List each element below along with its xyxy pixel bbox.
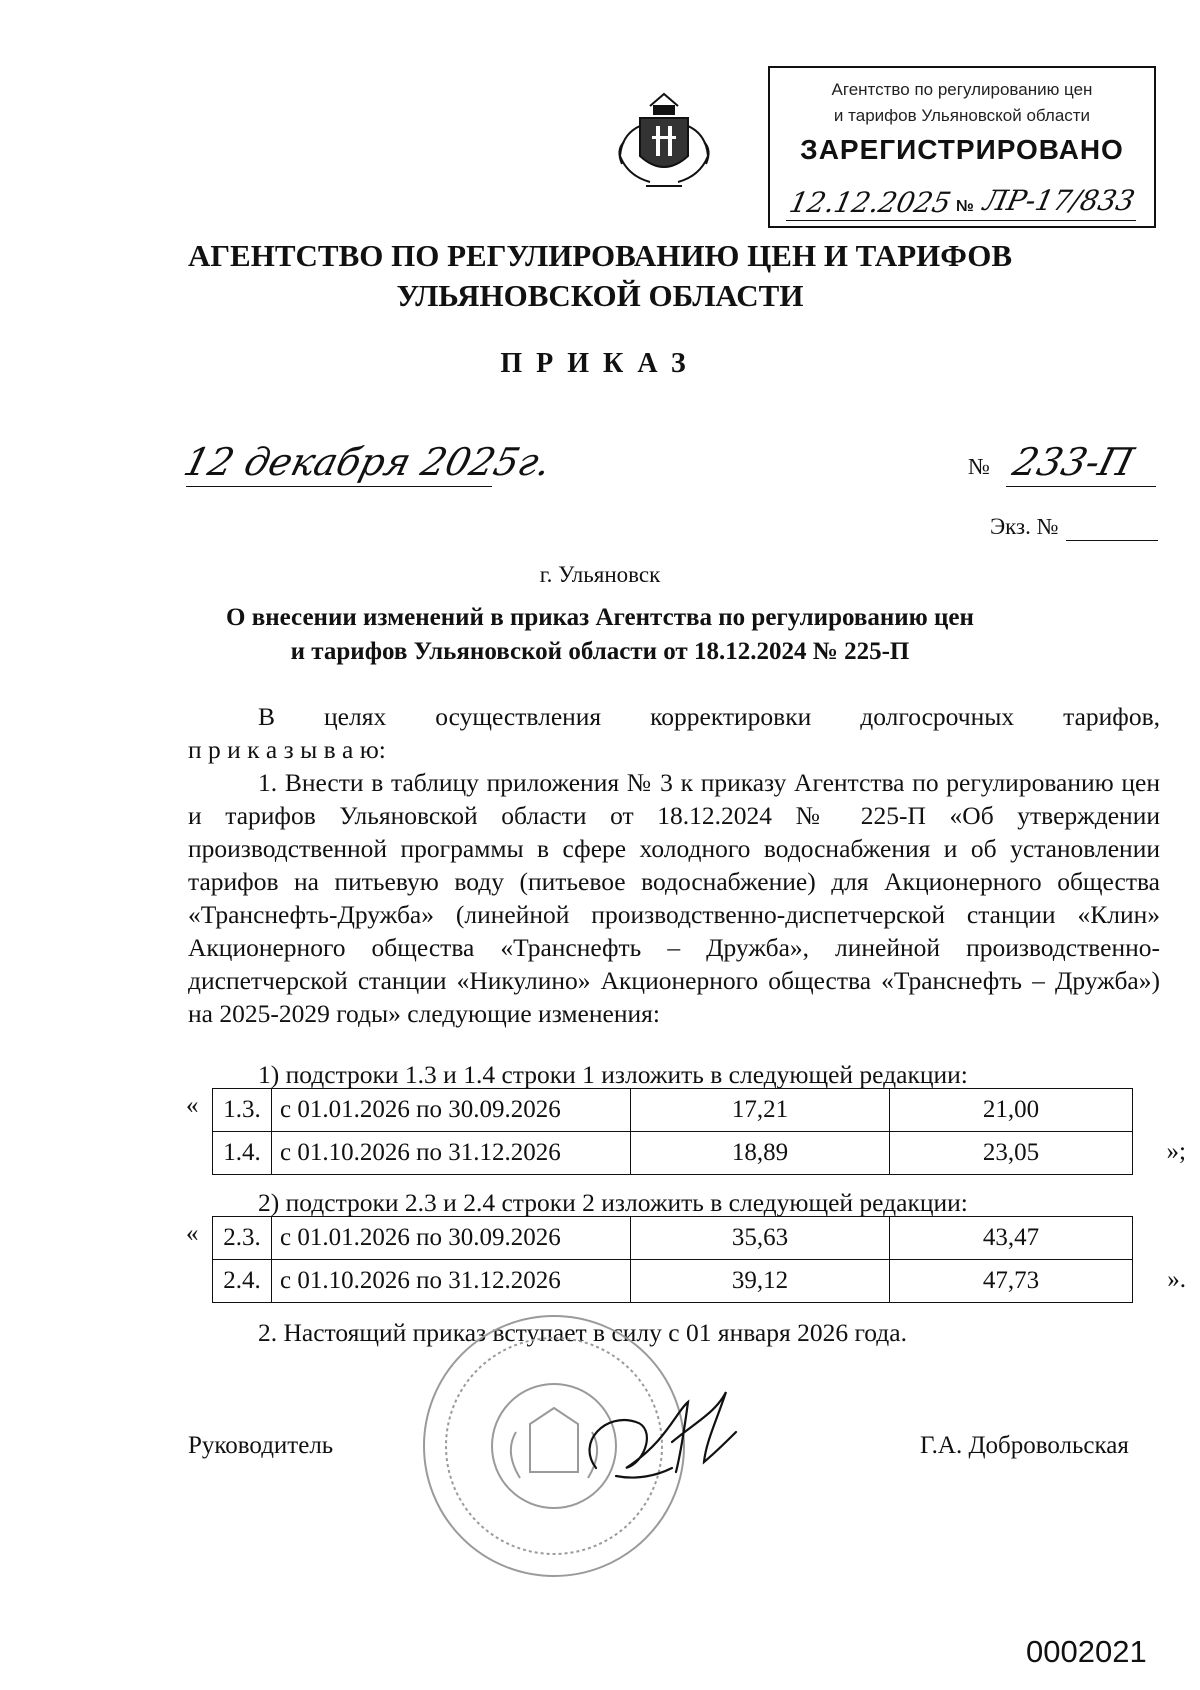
table-2-close-quote: ». (1167, 1266, 1186, 1293)
subject-line1: О внесении изменений в приказ Агентства по регулированию цен (226, 604, 974, 631)
handwritten-signature-icon (576, 1372, 756, 1492)
table-row (213, 1089, 1133, 1132)
item-2: 2. Настоящий приказ вступает в силу с 01 января 2026 года. (258, 1318, 907, 1347)
row-value-1: 35,63 (631, 1217, 890, 1260)
table-row (213, 1132, 1133, 1175)
table-2 (212, 1216, 1133, 1303)
order-number-handwritten: 233-П (1008, 440, 1139, 484)
stamp-registered-word: ЗАРЕГИСТРИРОВАНО (800, 134, 1124, 165)
registration-stamp (768, 66, 1156, 228)
copy-number-line (1066, 540, 1158, 541)
row-value-1: 39,12 (631, 1260, 890, 1303)
row-value-1: 17,21 (631, 1089, 890, 1132)
row-number: 2.4. (213, 1260, 272, 1303)
signatory-name: Г.А. Добровольская (920, 1432, 1129, 1459)
table-2-open-quote: « (186, 1220, 199, 1247)
table-1-open-quote: « (186, 1092, 199, 1119)
stamp-number: ЛР-17/833 (980, 184, 1138, 217)
agency-title-line1: АГЕНТСТВО ПО РЕГУЛИРОВАНИЮ ЦЕН И ТАРИФОВ (187, 238, 1013, 273)
signatory-title: Руководитель (188, 1432, 334, 1459)
agency-title-line2: УЛЬЯНОВСКОЙ ОБЛАСТИ (396, 278, 804, 313)
table-1 (212, 1088, 1133, 1175)
sub-item-1: 1) подстроки 1.3 и 1.4 строки 1 изложить в следующей редакции: (258, 1060, 968, 1089)
row-number: 2.3. (213, 1217, 272, 1260)
order-number-label: № (968, 454, 990, 479)
intro-line1: В целях осуществления корректировки долгосрочных тарифов, (258, 702, 1160, 731)
row-period: с 01.10.2026 по 31.12.2026 (272, 1260, 631, 1303)
coat-of-arms-icon (610, 86, 718, 196)
table-1-close-quote: »; (1166, 1138, 1186, 1165)
stamp-underline (786, 220, 1136, 221)
intro-line2: п р и к а з ы в а ю: (188, 735, 386, 764)
order-date-line (186, 486, 492, 487)
sub-item-2: 2) подстроки 2.3 и 2.4 строки 2 изложить в следующей редакции: (258, 1188, 968, 1217)
row-value-2: 23,05 (890, 1132, 1133, 1175)
table-1-block (186, 1088, 1186, 1178)
copy-number-label: Экз. № (990, 514, 1059, 539)
row-value-2: 21,00 (890, 1089, 1133, 1132)
stamp-date: 12.12.2025 (786, 186, 954, 219)
item-1: 1. Внести в таблицу приложения № 3 к приказу Агентства по регулированию цен и тарифов Ульяновской области от 18.12.2024 № 225-П «Об утверждении производственной программы в сфере холодного водоснабжения и об установлении тарифов на питьевую воду (питьевое водоснабжение) для Акционерного общества «Транснефть-Дружба» (линейной производственно-диспетчерской станции «Клин» Акционерного общества «Транснефть – Дружба», линейной производственно-диспетчерской станции «Никулино» Акционерного общества «Транснефть – Дружба») на 2025-2029 годы» следующие изменения: (188, 768, 1160, 1028)
row-value-1: 18,89 (631, 1132, 890, 1175)
row-number: 1.4. (213, 1132, 272, 1175)
city: г. Ульяновск (539, 562, 661, 587)
stamp-number-label: № (956, 198, 974, 215)
row-period: с 01.01.2026 по 30.09.2026 (272, 1217, 631, 1260)
table-row (213, 1217, 1133, 1260)
stamp-agency-line2: и тарифов Ульяновской области (833, 106, 1091, 125)
table-2-block (186, 1216, 1186, 1306)
order-date-handwritten: 12 декабря 2025г. (179, 440, 556, 484)
subject-line2: и тарифов Ульяновской области от 18.12.2024 № 225-П (290, 638, 910, 665)
document-type: ПРИКАЗ (500, 348, 700, 379)
row-value-2: 43,47 (890, 1217, 1133, 1260)
stamp-agency-line1: Агентство по регулированию цен (831, 80, 1093, 99)
table-row (213, 1260, 1133, 1303)
intro-paragraph (188, 700, 1160, 766)
row-number: 1.3. (213, 1089, 272, 1132)
row-value-2: 47,73 (890, 1260, 1133, 1303)
page-code: 0002021 (1026, 1634, 1147, 1669)
row-period: с 01.01.2026 по 30.09.2026 (272, 1089, 631, 1132)
order-number-line (1006, 486, 1156, 487)
row-period: с 01.10.2026 по 31.12.2026 (272, 1132, 631, 1175)
